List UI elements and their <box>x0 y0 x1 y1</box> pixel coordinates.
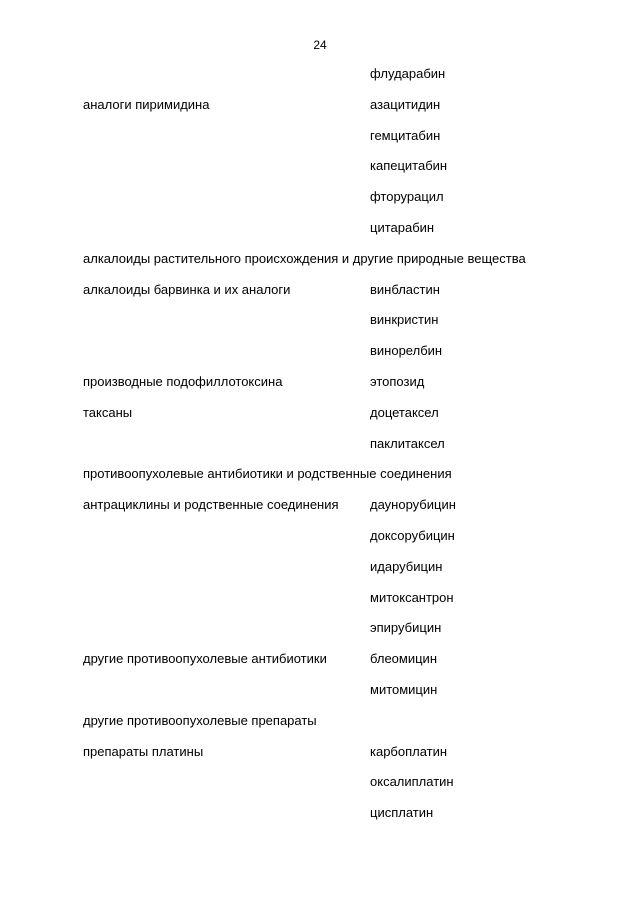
drug-name: идарубицин <box>370 558 443 574</box>
table-row <box>0 495 640 515</box>
drug-name: гемцитабин <box>370 127 441 143</box>
drug-group-label: другие противоопухолевые антибиотики <box>83 651 327 667</box>
table-row <box>0 249 640 269</box>
table-row <box>0 526 640 546</box>
drug-name: винкристин <box>370 312 439 328</box>
table-row <box>0 618 640 638</box>
drug-name: карбоплатин <box>370 743 448 759</box>
table-row <box>0 649 640 669</box>
table-row <box>0 310 640 330</box>
table-row <box>0 680 640 700</box>
drug-name: оксалиплатин <box>370 774 454 790</box>
drug-name: цисплатин <box>370 805 434 821</box>
table-row <box>0 341 640 361</box>
table-row <box>0 95 640 115</box>
drug-name: винбластин <box>370 281 440 297</box>
drug-name: флударабин <box>370 66 446 81</box>
drug-name: винорелбин <box>370 343 443 359</box>
table-row <box>0 218 640 238</box>
table-row <box>0 434 640 454</box>
page-number: 24 <box>313 38 327 52</box>
table-row <box>0 403 640 423</box>
drug-name: митоксантрон <box>370 589 454 605</box>
drug-name: этопозид <box>370 374 425 389</box>
section-heading: алкалоиды растительного происхождения и другие природные вещества <box>83 250 526 266</box>
table-row <box>0 64 640 84</box>
section-heading: противоопухолевые антибиотики и родственные соединения <box>83 466 452 482</box>
table-row <box>0 711 640 731</box>
table-row <box>0 557 640 577</box>
table-row <box>0 187 640 207</box>
table-row <box>0 803 640 823</box>
drug-name: паклитаксел <box>370 435 445 451</box>
drug-group-label: таксаны <box>83 404 133 420</box>
drug-name: доцетаксел <box>370 404 439 420</box>
drug-name: блеомицин <box>370 651 437 667</box>
table-row <box>0 742 640 762</box>
table-row <box>0 464 640 484</box>
drug-group-label: аналоги пиримидина <box>83 96 210 112</box>
drug-name: фторурацил <box>370 189 444 205</box>
section-heading: другие противоопухолевые препараты <box>83 712 317 728</box>
table-row <box>0 372 640 392</box>
drug-name: митомицин <box>370 682 438 697</box>
drug-name: доксорубицин <box>370 528 455 543</box>
drug-name: даунорубицин <box>370 497 456 513</box>
drug-name: капецитабин <box>370 158 448 174</box>
table-row <box>0 588 640 608</box>
drug-group-label: антрациклины и родственные соединения <box>83 497 339 513</box>
table-row <box>0 126 640 146</box>
drug-group-label: производные подофиллотоксина <box>83 374 283 389</box>
drug-name: азацитидин <box>370 96 441 112</box>
drug-name: цитарабин <box>370 220 435 235</box>
table-row <box>0 156 640 176</box>
drug-group-label: алкалоиды барвинка и их аналоги <box>83 281 291 297</box>
table-row <box>0 772 640 792</box>
drug-group-label: препараты платины <box>83 743 204 759</box>
table-row <box>0 280 640 300</box>
drug-name: эпирубицин <box>370 620 442 636</box>
